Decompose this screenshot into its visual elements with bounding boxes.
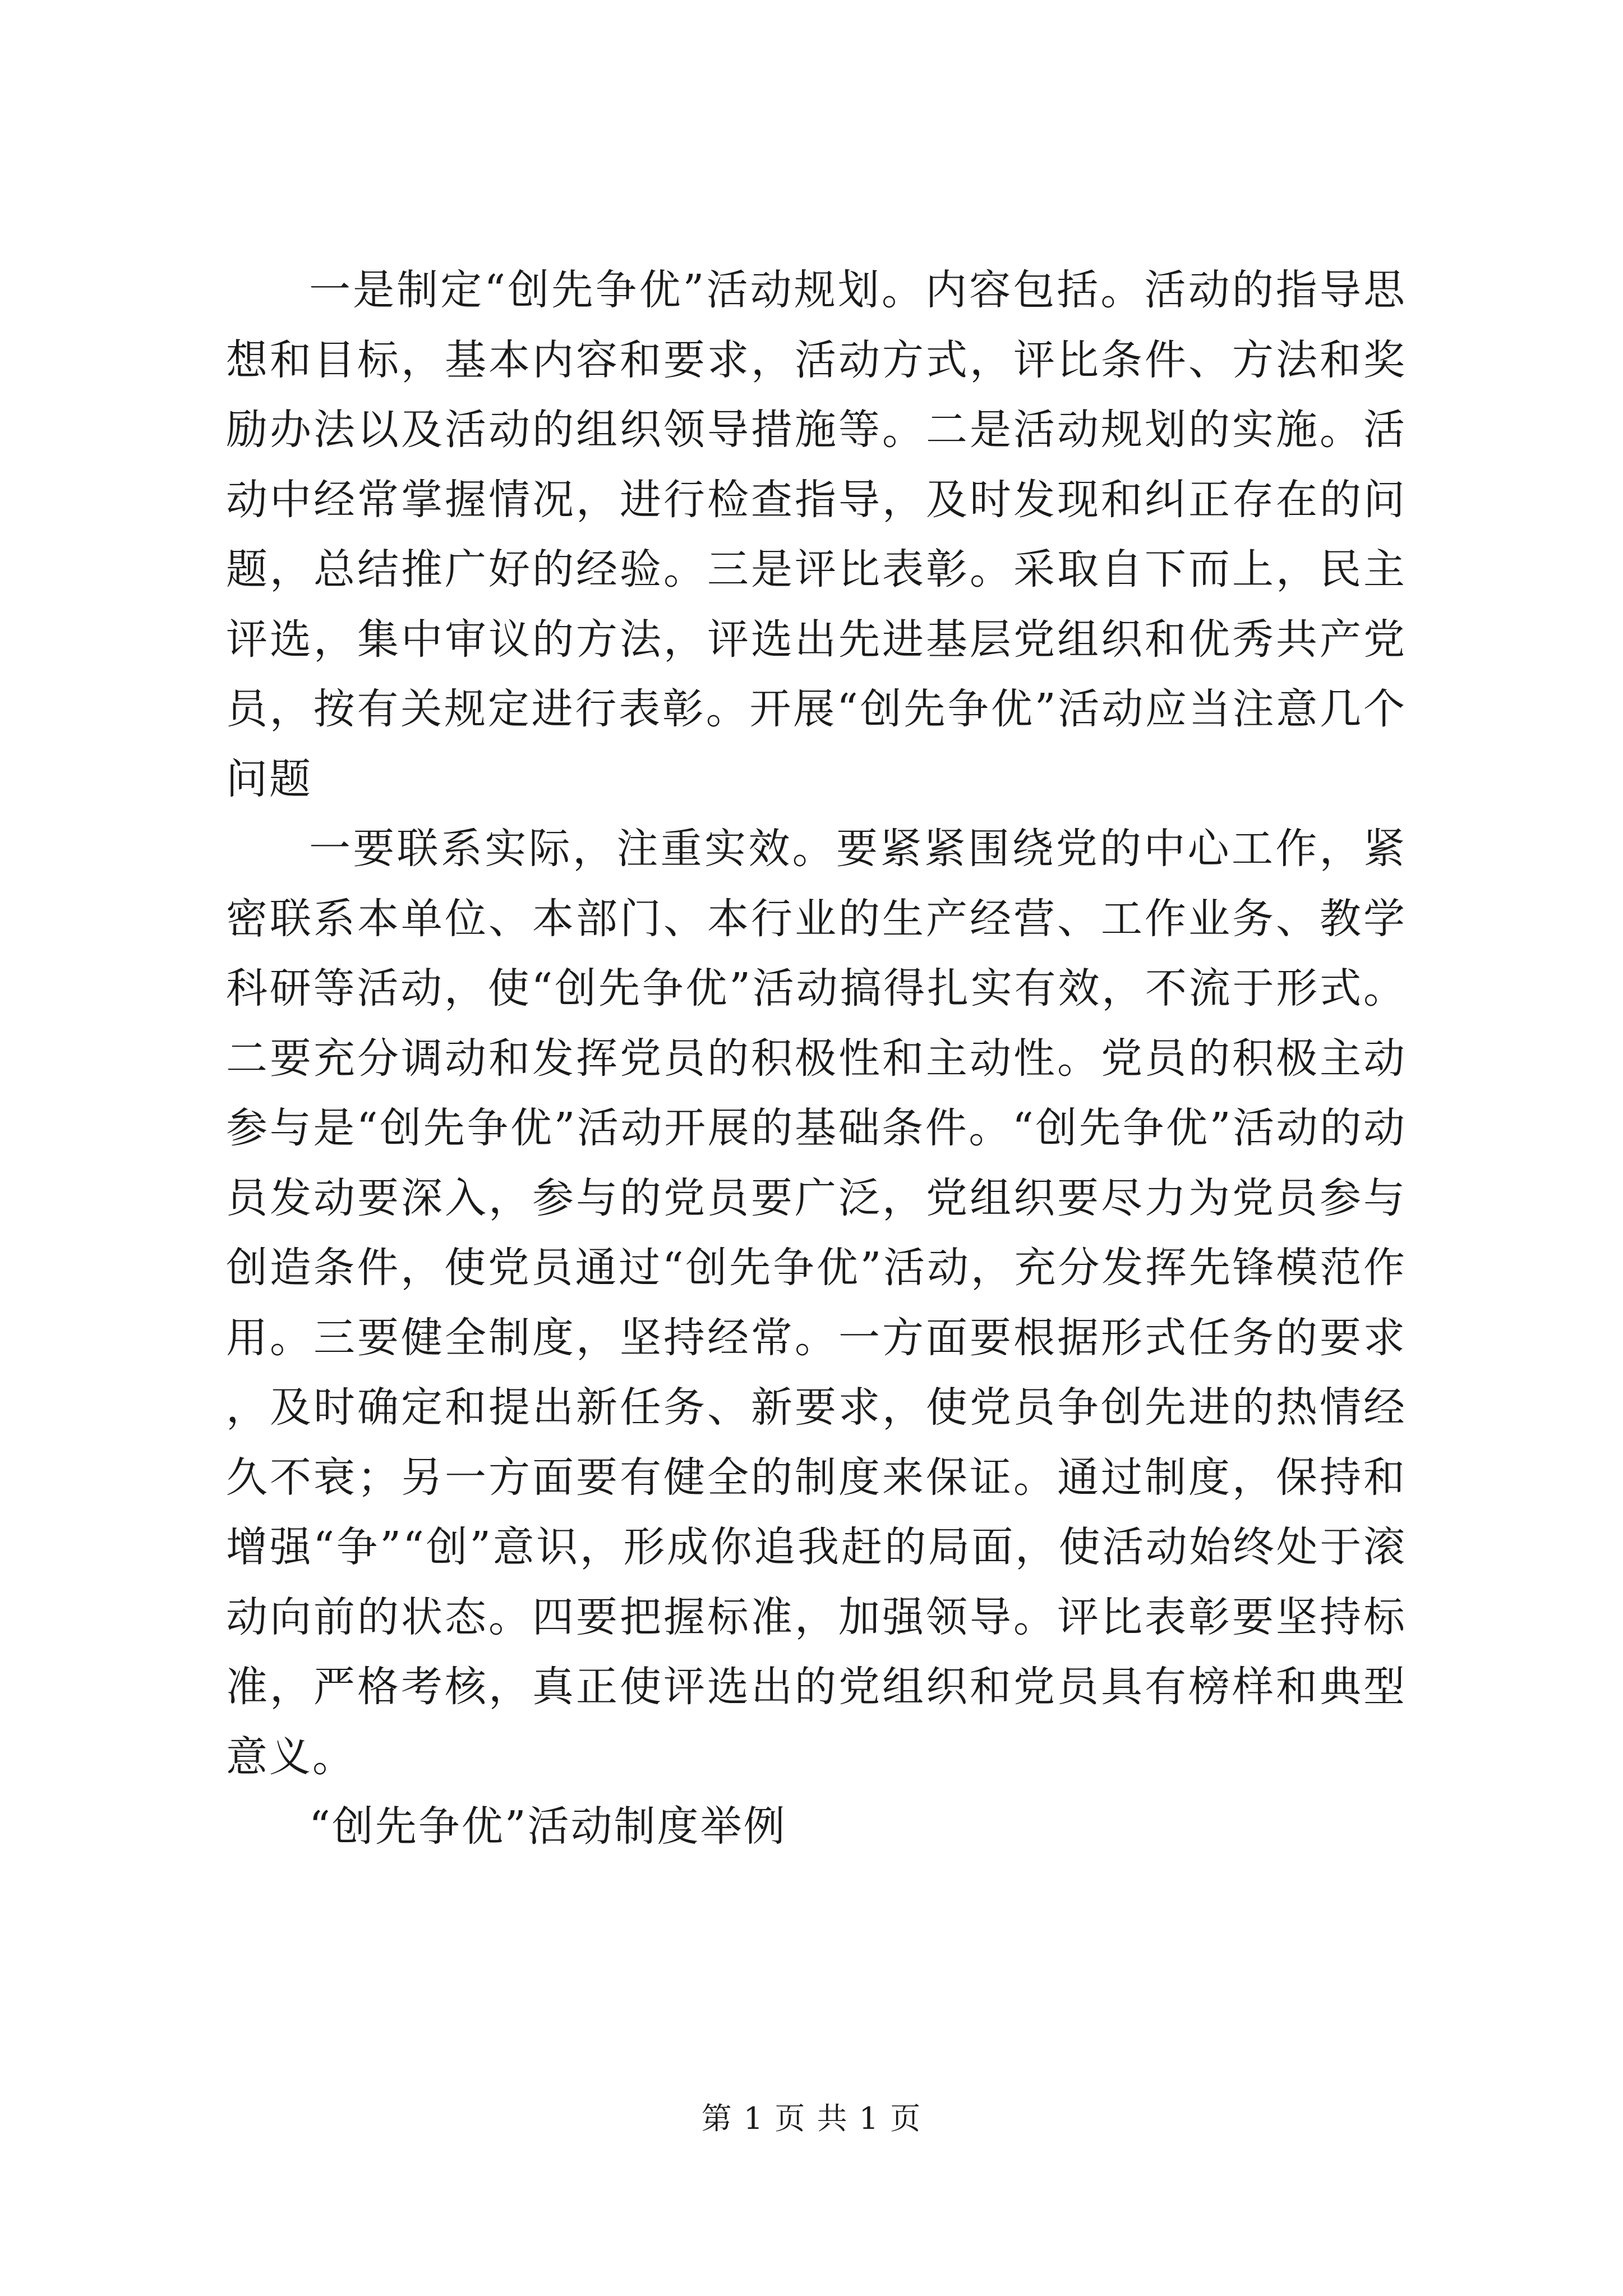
section-heading: “创先争优”活动制度举例 bbox=[309, 1802, 787, 1851]
page-number: 第 1 页 共 1 页 bbox=[701, 2101, 922, 2136]
document-body bbox=[226, 255, 1407, 1862]
paragraph-key-points: 一要联系实际，注重实效。要紧紧围绕党的中心工作，紧密联系本单位、本部门、本行业的生产经营、工作业务、教学科研等活动，使“创先争优”活动搞得扎实有效，不流于形式。二要充分调动和发挥党员的积极性和主动性。党员的积极主动参与是“创先争优”活动开展的基础条件。“创先争优”活动的动员发动要深入，参与的党员要广泛，党组织要尽力为党员参与创造条件，使党员通过“创先争优”活动，充分发挥先锋模范作用。三要健全制度，坚持经常。一方面要根据形式任务的要求，及时确定和提出新任务、新要求，使党员争创先进的热情经久不衰；另一方面要有健全的制度来保证。通过制度，保持和增强“争”“创”意识，形成你追我赶的局面，使活动始终处于滚动向前的状态。四要把握标准，加强领导。评比表彰要坚持标准，严格考核，真正使评选出的党组织和党员具有榜样和典型意义。 bbox=[226, 825, 1407, 1781]
paragraph-activity-plan: 一是制定“创先争优”活动规划。内容包括。活动的指导思想和目标，基本内容和要求，活动方式，评比条件、方法和奖励办法以及活动的组织领导措施等。二是活动规划的实施。活动中经常掌握情况，进行检查指导，及时发现和纠正存在的问题，总结推广好的经验。三是评比表彰。采取自下而上，民主评选，集中审议的方法，评选出先进基层党组织和优秀共产党员，按有关规定进行表彰。开展“创先争优”活动应当注意几个问题 bbox=[226, 266, 1407, 803]
